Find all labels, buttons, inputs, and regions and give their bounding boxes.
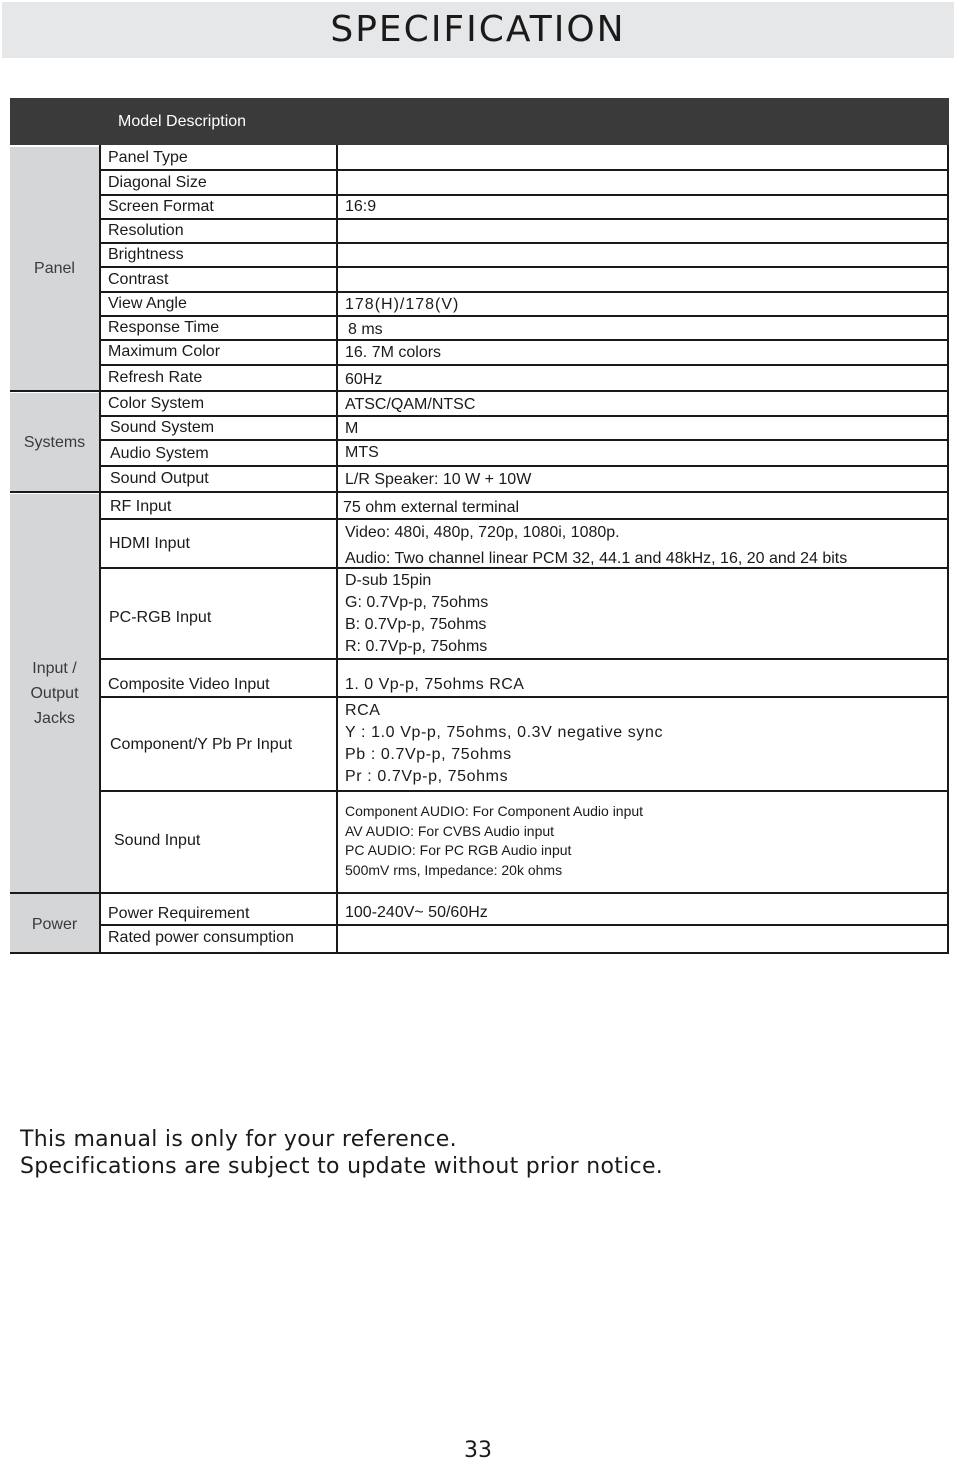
spec-label-rated-power-consumption: Rated power consumption [108, 929, 294, 946]
spec-value-maximum-color: 16. 7M colors [345, 344, 442, 361]
spec-label-panel-type: Panel Type [108, 149, 188, 166]
spec-value-sound-system: M [345, 420, 359, 437]
title-bar [2, 2, 954, 58]
spec-label-sound-system: Sound System [110, 419, 215, 436]
grid-line [101, 194, 949, 196]
spec-value-hdmi-input: Video: 480i, 480p, 720p, 1080i, 1080p. Audio: Two channel linear PCM 32, 44.1 and 48kHz, 16, 20 and 24 bits [345, 524, 848, 567]
spec-value-rf-input: 75 ohm external terminal [343, 499, 520, 516]
spec-label-audio-system: Audio System [110, 445, 209, 462]
grid-line [10, 892, 949, 894]
spec-table [10, 98, 949, 954]
grid-line [101, 315, 949, 317]
spec-value-pc-rgb-input: D-sub 15pin G: 0.7Vp-p, 75ohms B: 0.7Vp-p, 75ohms R: 0.7Vp-p, 75ohms [345, 572, 489, 655]
spec-label-color-system: Color System [108, 395, 205, 412]
grid-line [101, 658, 949, 660]
grid-line [101, 790, 949, 792]
grid-line [101, 465, 949, 467]
spec-label-brightness: Brightness [108, 246, 184, 263]
spec-label-composite-video-input: Composite Video Input [108, 676, 270, 693]
grid-line [101, 242, 949, 244]
category-power: Power [10, 894, 99, 954]
spec-label-maximum-color: Maximum Color [108, 343, 221, 360]
spec-label-response-time: Response Time [108, 319, 220, 336]
spec-label-view-angle: View Angle [108, 295, 187, 312]
category-input-output-jacks: Input / Output Jacks [10, 494, 99, 892]
spec-value-composite-video-input: 1. 0 Vp-p, 75ohms RCA [345, 676, 525, 693]
grid-line [10, 390, 949, 392]
grid-line [10, 952, 949, 954]
spec-value-sound-output: L/R Speaker: 10 W + 10W [345, 471, 532, 488]
grid-line [101, 439, 949, 441]
category-panel: Panel [10, 147, 99, 390]
grid-line [101, 415, 949, 417]
grid-line [101, 924, 949, 926]
grid-line [101, 339, 949, 341]
page-number: 33 [464, 1438, 492, 1463]
grid-line [101, 266, 949, 268]
table-header [10, 98, 949, 145]
grid-line [101, 218, 949, 220]
spec-label-resolution: Resolution [108, 222, 184, 239]
spec-value-screen-format: 16:9 [345, 198, 377, 215]
spec-value-response-time: 8 ms [348, 321, 383, 338]
spec-label-sound-input: Sound Input [114, 832, 201, 849]
spec-value-view-angle: 178(H)/178(V) [345, 296, 460, 313]
spec-label-hdmi-input: HDMI Input [109, 535, 190, 552]
footer-line-reference: This manual is only for your reference. [20, 1127, 457, 1152]
category-systems: Systems [10, 393, 99, 491]
spec-label-component-input: Component/Y Pb Pr Input [110, 736, 293, 753]
spec-label-screen-format: Screen Format [108, 198, 214, 215]
grid-line [101, 291, 949, 293]
spec-label-sound-output: Sound Output [110, 470, 209, 487]
spec-label-rf-input: RF Input [110, 498, 172, 515]
spec-value-power-requirement: 100-240V~ 50/60Hz [345, 904, 488, 921]
spec-value-audio-system: MTS [345, 444, 379, 461]
spec-label-diagonal-size: Diagonal Size [108, 174, 207, 191]
spec-label-refresh-rate: Refresh Rate [108, 369, 203, 386]
footer-note [20, 1126, 663, 1180]
footer-line-notice: Specifications are subject to update without prior notice. [20, 1154, 664, 1179]
page-title: SPECIFICATION [330, 9, 626, 50]
grid-line [101, 169, 949, 171]
table-header-label: Model Description [118, 113, 247, 130]
spec-label-power-requirement: Power Requirement [108, 905, 250, 922]
spec-value-color-system: ATSC/QAM/NTSC [345, 396, 476, 413]
grid-line [101, 696, 949, 698]
grid-line [10, 491, 949, 493]
spec-label-contrast: Contrast [108, 271, 169, 288]
spec-value-refresh-rate: 60Hz [345, 371, 383, 388]
spec-value-component-input: RCA Y : 1.0 Vp-p, 75ohms, 0.3V negative sync Pb : 0.7Vp-p, 75ohms Pr : 0.7Vp-p, 75ohms [345, 702, 664, 785]
grid-line [101, 364, 949, 366]
spec-label-pc-rgb-input: PC-RGB Input [109, 609, 212, 626]
spec-value-sound-input: Component AUDIO: For Component Audio input AV AUDIO: For CVBS Audio input PC AUDIO: For PC RGB Audio input 500mV rms, Impedance: 20k ohms [345, 803, 644, 878]
